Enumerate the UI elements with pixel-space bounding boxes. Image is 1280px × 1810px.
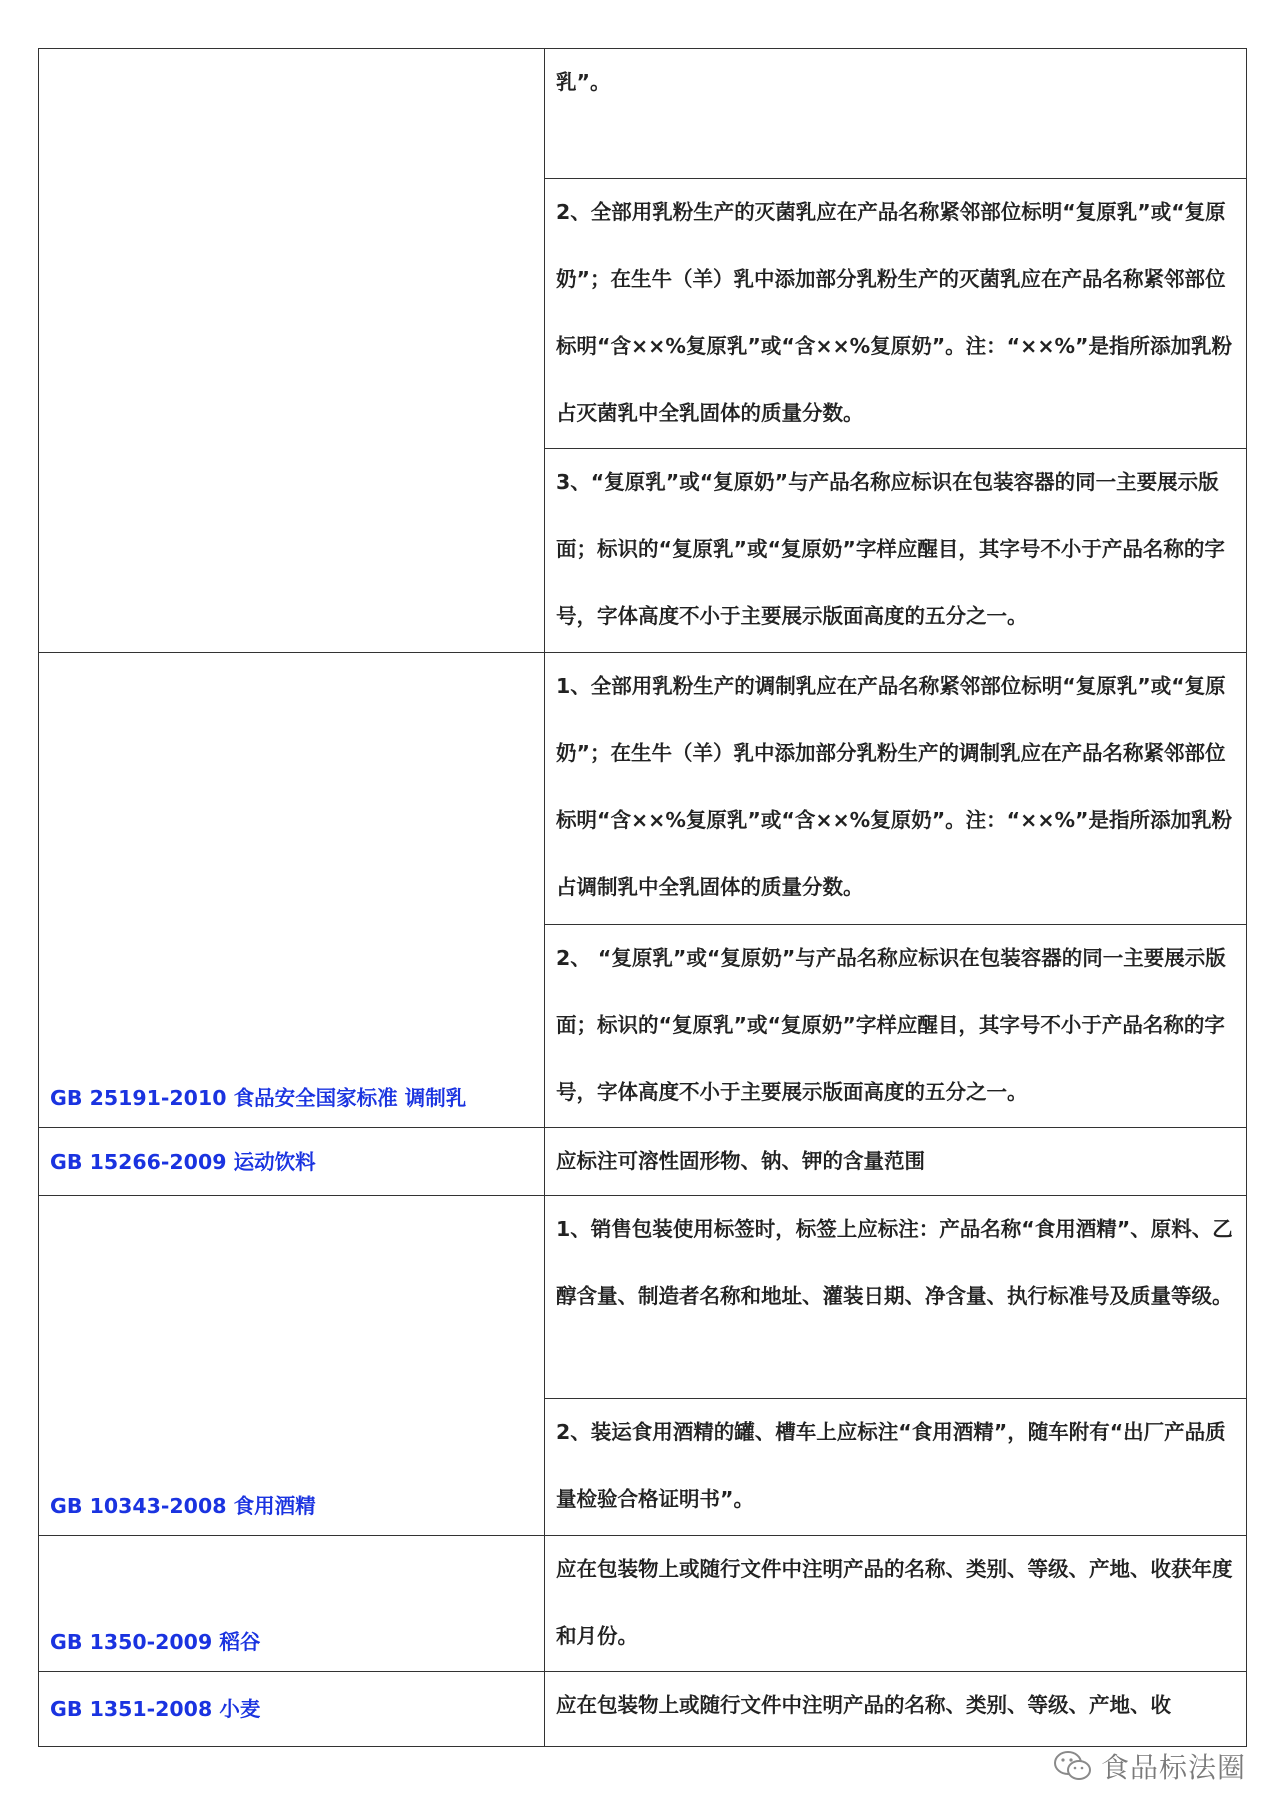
watermark-text: 食品标法圈 [1100,1751,1246,1784]
standard-cell: GB 25191-2010 食品安全国家标准 调制乳 [39,653,545,1128]
requirement-cell: 2、装运食用酒精的罐、槽车上应标注“食用酒精”，随车附有“出厂产品质量检验合格证明书”。 [545,1399,1247,1536]
table-row [39,1128,1247,1196]
requirement-cell: 2、全部用乳粉生产的灭菌乳应在产品名称紧邻部位标明“复原乳”或“复原奶”；在生牛（羊）乳中添加部分乳粉生产的灭菌乳应在产品名称紧邻部位标明“含××%复原乳”或“含××%复原奶”。注：“××%”是指所添加乳粉占灭菌乳中全乳固体的质量分数。 [545,179,1247,449]
standards-table [38,48,1247,1747]
requirement-cell: 1、销售包装使用标签时，标签上应标注：产品名称“食用酒精”、原料、乙醇含量、制造者名称和地址、灌装日期、净含量、执行标准号及质量等级。 [545,1196,1247,1399]
requirement-cell: 1、全部用乳粉生产的调制乳应在产品名称紧邻部位标明“复原乳”或“复原奶”；在生牛（羊）乳中添加部分乳粉生产的调制乳应在产品名称紧邻部位标明“含××%复原乳”或“含××%复原奶”。注：“××%”是指所添加乳粉占调制乳中全乳固体的质量分数。 [545,653,1247,925]
standard-cell: GB 15266-2009 运动饮料 [39,1128,545,1196]
standard-cell: GB 1350-2009 稻谷 [39,1536,545,1672]
table-row [39,1536,1247,1672]
table-row [39,1196,1247,1399]
requirement-cell: 应在包装物上或随行文件中注明产品的名称、类别、等级、产地、收获年度和月份。 [545,1536,1247,1672]
table-row [39,1672,1247,1747]
requirement-cell: 应标注可溶性固形物、钠、钾的含量范围 [545,1128,1247,1196]
standard-cell: GB 10343-2008 食用酒精 [39,1196,545,1536]
requirement-cell: 2、 “复原乳”或“复原奶”与产品名称应标识在包装容器的同一主要展示版面；标识的“复原乳”或“复原奶”字样应醒目，其字号不小于产品名称的字号，字体高度不小于主要展示版面高度的五分之一。 [545,925,1247,1128]
requirement-cell: 3、“复原乳”或“复原奶”与产品名称应标识在包装容器的同一主要展示版面；标识的“复原乳”或“复原奶”字样应醒目，其字号不小于产品名称的字号，字体高度不小于主要展示版面高度的五分之一。 [545,449,1247,653]
table-row [39,49,1247,179]
requirement-cell: 应在包装物上或随行文件中注明产品的名称、类别、等级、产地、收 [545,1672,1247,1747]
standard-cell: GB 1351-2008 小麦 [39,1672,545,1747]
table-row [39,653,1247,925]
watermark [1053,1746,1246,1786]
requirement-cell: 乳”。 [545,49,1247,179]
standard-cell [39,49,545,653]
wechat-icon [1053,1749,1093,1783]
